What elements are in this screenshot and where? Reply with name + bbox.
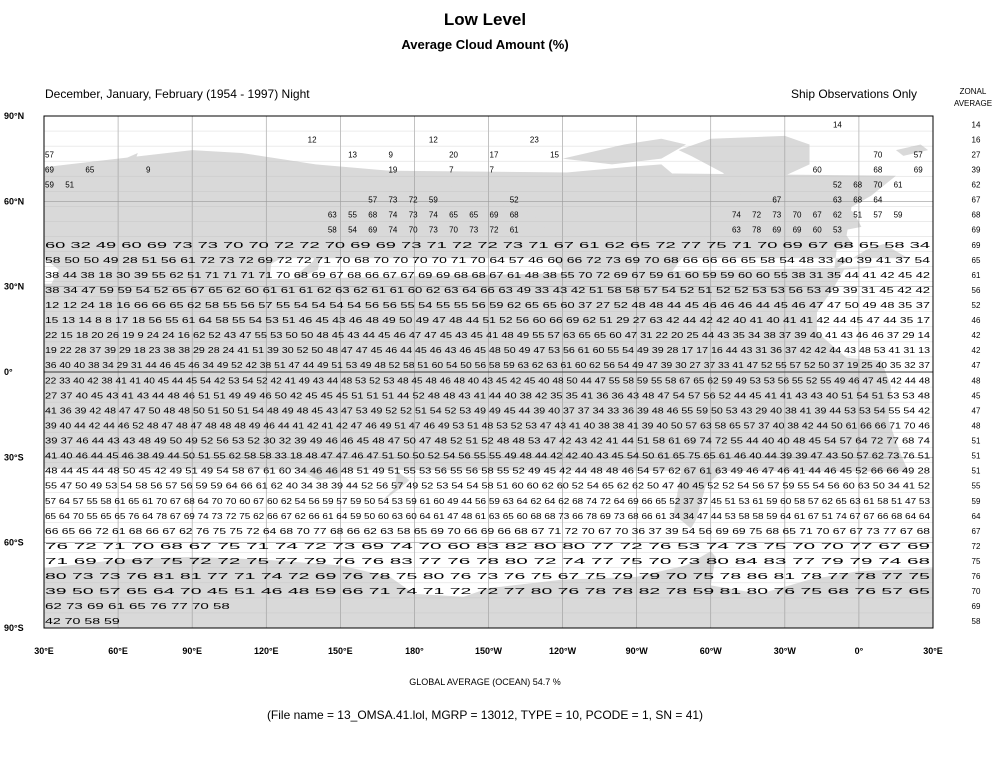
cell-value: 17: [489, 150, 499, 160]
zonal-average-value: 69: [971, 225, 981, 235]
cell-value: 69: [792, 225, 802, 235]
cell-value: 13: [348, 150, 357, 160]
cell-value: 57: [45, 150, 54, 160]
cell-value: 59: [893, 210, 903, 220]
cell-value: 73: [388, 195, 398, 205]
zonal-average-value: 14: [971, 120, 981, 130]
cell-value: 63: [327, 210, 337, 220]
cell-value: 69: [368, 225, 378, 235]
lat-label: 60°N: [4, 196, 25, 207]
zonal-average-value: 59: [971, 496, 981, 506]
zonal-average-value: 72: [971, 541, 981, 551]
cell-row-values: 38 34 47 59 59 54 52 65 67 65 62 60 61 61 61 62 63 62 61 61 60 62 63 64 66 63 49 33 43 42 51 58 58 57 54 52 51 52 52 53 53 56 53 49 39 31 45 42 42: [45, 285, 931, 295]
zonal-average-value: 42: [971, 331, 981, 341]
cell-value: 65: [469, 210, 479, 220]
cell-value: 69: [772, 225, 782, 235]
cell-value: 61: [509, 225, 519, 235]
cell-value: 73: [772, 210, 782, 220]
zonal-average-value: 62: [971, 180, 981, 190]
cell-value: 57: [873, 210, 883, 220]
zonal-average-value: 58: [971, 617, 981, 627]
zonal-average-value: 68: [971, 210, 981, 220]
lon-label: 150°E: [328, 646, 353, 656]
cell-value: 9: [388, 150, 393, 160]
lon-label: 90°W: [625, 646, 648, 656]
zonal-average-value: 65: [971, 255, 981, 265]
lon-label: 90°E: [182, 646, 202, 656]
zonal-average-value: 27: [971, 150, 981, 160]
cell-value: 68: [853, 195, 863, 205]
cell-value: 52: [832, 180, 842, 190]
cell-value: 63: [832, 195, 842, 205]
cell-value: 74: [731, 210, 741, 220]
zonal-average-value: 46: [971, 316, 981, 326]
cell-value: 65: [449, 210, 459, 220]
cell-value: 55: [348, 210, 357, 220]
cell-value: 53: [832, 225, 842, 235]
zonal-average-value: 70: [971, 587, 981, 597]
lon-label: 180°: [405, 646, 424, 656]
cell-value: 67: [772, 195, 782, 205]
cell-row-values: 71 69 70 67 75 72 72 75 77 79 76 76 83 77 76 78 80 72 74 77 75 70 73 80 84 83 77 79 79 74 68: [45, 557, 932, 566]
cell-value: 69: [45, 165, 54, 175]
cell-value: 60: [812, 225, 822, 235]
cell-row-values: 62 73 69 61 65 76 77 70 58: [45, 602, 231, 612]
cell-value: 7: [489, 165, 494, 175]
cell-row-values: 60 32 49 60 69 73 73 70 70 72 72 70 69 69 73 71 72 72 73 71 67 61 62 65 72 77 75 71 70 69 67 68 65 58 34: [45, 240, 932, 250]
lat-label: 60°S: [4, 537, 24, 548]
zonal-average-value: 48: [971, 421, 981, 431]
cell-value: 72: [408, 195, 418, 205]
cell-value: 70: [873, 150, 883, 160]
cell-value: 74: [388, 210, 398, 220]
zonal-average-value: 56: [971, 285, 981, 295]
cell-row-values: 39 40 44 42 44 46 52 48 47 48 47 48 48 48 49 46 44 41 42 41 42 47 46 49 51 47 46 49 53 51 48 53 52 53 47 43 41 40 38 38 41 39 40 50 57 63 58 65 57 37 40 38 42 44 50 61 66 66 71 70 46: [45, 421, 931, 431]
zonal-average-value: 64: [971, 511, 981, 521]
cell-value: 19: [388, 165, 398, 175]
zonal-average-value: 51: [971, 466, 981, 476]
cell-value: 51: [65, 180, 75, 190]
cell-row-values: 80 73 73 76 81 81 77 71 74 72 69 76 78 75 80 76 73 76 75 67 75 79 79 70 75 78 86 81 78 77 78 77 75: [45, 572, 932, 582]
cell-value: 72: [752, 210, 762, 220]
zonal-average-value: 67: [971, 195, 981, 205]
cell-row-values: 65 64 70 55 65 65 76 64 78 67 69 74 73 72 75 62 66 67 62 66 61 64 59 50 60 63 60 64 61 47 48 61 63 65 60 68 68 73 66 78 69 73 68 66 61 34 34 47 44 53 58 58 59 64 61 67 51 74 67 67 66 68 64 64: [45, 511, 931, 521]
cell-value: 9: [146, 165, 151, 175]
cell-value: 54: [348, 225, 357, 235]
cell-row-values: 41 40 46 44 45 46 38 49 44 50 51 55 62 58 58 33 18 48 47 47 46 47 51 50 50 52 54 56 55 55 49 48 44 42 42 40 43 45 54 50 61 65 75 65 61 46 40 44 39 39 47 43 50 57 62 73 76 51: [45, 451, 931, 461]
cell-value: 69: [489, 210, 499, 220]
cell-value: 68: [873, 165, 883, 175]
cell-row-values: 58 50 50 49 28 51 56 61 72 73 72 69 72 72 71 70 68 70 70 70 70 71 70 64 57 46 60 66 72 73 69 70 68 66 66 66 65 58 54 48 33 40 39 41 37 54: [45, 255, 931, 265]
lon-label: 30°E: [34, 646, 54, 656]
cell-row-values: 36 40 40 38 34 29 31 44 46 45 46 34 49 52 42 38 51 47 44 49 51 53 49 48 52 58 51 60 54 50 56 58 59 63 62 63 61 60 62 56 54 49 47 39 30 27 37 33 41 47 52 55 57 52 50 37 19 25 40 35 32 37: [45, 361, 931, 371]
cell-row-values: 27 37 40 45 43 41 43 44 48 46 51 51 49 49 46 50 42 45 45 45 51 51 51 44 52 48 48 43 41 44 40 38 42 35 35 41 36 36 43 48 47 54 57 56 52 44 45 41 41 43 43 40 51 54 51 53 53 48: [45, 391, 931, 401]
lon-label: 0°: [854, 646, 864, 656]
cell-value: 68: [853, 180, 863, 190]
cell-value: 70: [449, 225, 459, 235]
cell-value: 73: [408, 210, 418, 220]
cell-value: 62: [832, 210, 842, 220]
cell-value: 59: [45, 180, 54, 190]
global-average: GLOBAL AVERAGE (OCEAN) 54.7 %: [409, 677, 561, 687]
zonal-average-value: 47: [971, 406, 981, 416]
zonal-average-value: 42: [971, 346, 981, 356]
cell-row-values: 38 44 38 18 30 39 55 62 51 71 71 71 71 70 68 69 67 68 66 67 67 69 69 68 68 67 61 48 38 55 70 72 69 67 59 61 60 59 59 60 60 55 38 31 35 44 41 42 45 42: [45, 270, 931, 280]
cell-value: 73: [469, 225, 479, 235]
cell-row-values: 12 12 24 18 16 66 66 65 62 58 55 56 57 55 54 54 54 54 56 56 55 54 55 55 56 59 62 65 65 60 37 27 52 48 48 44 45 46 46 46 44 45 46 47 47 50 49 48 35 37: [45, 301, 931, 310]
zonal-average-value: 69: [971, 240, 981, 250]
cell-value: 67: [812, 210, 822, 220]
zonal-average-value: 16: [971, 135, 981, 145]
lat-label: 90°N: [4, 111, 25, 121]
cell-value: 7: [449, 165, 454, 175]
land-arctic-islands: [563, 139, 686, 165]
cell-value: 12: [307, 135, 317, 145]
cell-value: 12: [428, 135, 438, 145]
zonal-average-value: 51: [971, 436, 981, 446]
cell-value: 52: [509, 195, 519, 205]
cell-row-values: 66 65 66 72 61 68 66 67 62 76 75 75 72 64 68 70 77 68 66 62 63 58 65 69 70 66 69 66 68 67 71 72 70 67 70 36 37 39 54 56 69 69 75 68 65 71 70 67 67 73 77 67 68: [45, 526, 931, 536]
cell-row-values: 41 36 39 42 48 47 47 50 48 48 50 51 50 51 54 48 49 48 45 43 47 53 49 52 52 51 54 52 53 49 49 45 44 39 40 37 37 34 33 36 39 48 46 55 59 50 53 43 29 40 38 41 39 44 53 53 54 55 54 42: [45, 406, 931, 416]
lon-label: 60°W: [699, 646, 722, 656]
zonal-average-value: 48: [971, 376, 981, 386]
lon-label: 30°W: [773, 646, 796, 656]
cell-row-values: 22 33 40 42 38 41 41 40 45 44 45 54 42 53 54 52 42 41 49 43 44 48 53 52 53 48 45 48 46 48 40 43 45 42 45 40 48 50 44 47 55 58 59 55 58 67 65 62 59 49 53 53 56 55 52 55 49 46 47 45 42 44 48: [45, 376, 931, 386]
cell-value: 65: [85, 165, 95, 175]
cell-value: 14: [832, 120, 842, 130]
cell-value: 68: [509, 210, 519, 220]
cell-value: 20: [449, 150, 459, 160]
lat-label: 0°: [4, 367, 13, 377]
lon-label: 150°W: [474, 646, 503, 656]
lat-label: 30°S: [4, 452, 24, 463]
cell-value: 70: [792, 210, 802, 220]
zonal-average-value: 61: [971, 270, 981, 280]
cell-value: 69: [913, 165, 923, 175]
cell-value: 23: [529, 135, 539, 145]
zonal-average-value: 51: [971, 451, 981, 461]
lat-label: 30°N: [4, 281, 25, 292]
cell-row-values: 76 72 71 70 68 67 75 71 74 72 73 69 74 70 60 83 82 80 80 77 72 76 53 74 73 75 70 70 77 67 69: [45, 541, 932, 551]
lon-label: 60°E: [108, 646, 128, 656]
cell-value: 59: [428, 195, 438, 205]
zonal-average-value: 47: [971, 361, 981, 371]
zonal-average-value: 75: [971, 557, 981, 566]
chart-title: Low Level: [443, 10, 527, 29]
zonal-average-value: 69: [971, 602, 981, 612]
cell-value: 63: [731, 225, 741, 235]
cell-value: 74: [388, 225, 398, 235]
lon-label: 30°E: [923, 646, 943, 656]
cell-value: 57: [368, 195, 378, 205]
cell-row-values: 19 22 28 37 39 29 18 23 38 38 29 28 24 41 51 39 30 52 50 48 47 47 45 46 44 45 46 43 46 45 48 50 49 47 53 56 61 60 55 54 49 39 28 17 17 16 44 43 31 36 37 42 42 44 43 48 53 41 31 13: [45, 346, 931, 356]
lon-label: 120°E: [253, 646, 279, 656]
season-label: December, January, February (1954 - 1997) Night: [45, 87, 310, 101]
cell-row-values: 42 70 58 59: [45, 617, 121, 627]
source-note: Ship Observations Only: [791, 87, 918, 101]
cell-value: 60: [812, 165, 822, 175]
cell-value: 73: [428, 225, 438, 235]
cell-value: 58: [327, 225, 337, 235]
cell-value: 61: [893, 180, 903, 190]
cell-value: 15: [550, 150, 560, 160]
cell-value: 57: [913, 150, 923, 160]
cell-value: 72: [489, 225, 499, 235]
cell-row-values: 39 37 46 44 43 43 48 49 50 49 52 56 53 52 30 32 39 49 46 46 45 48 47 50 47 48 52 51 52 48 48 53 47 42 43 42 41 44 51 58 61 69 74 72 55 44 40 40 48 45 54 57 64 72 77 68 74: [45, 436, 931, 446]
cell-row-values: 48 44 45 44 48 50 45 42 49 51 49 54 58 67 61 60 34 46 46 48 51 49 51 55 53 56 55 56 58 55 52 49 45 42 44 48 48 46 54 57 62 67 61 63 49 46 47 46 41 44 46 45 52 66 66 49 28: [45, 466, 931, 476]
cell-value: 78: [752, 225, 762, 235]
cell-row-values: 57 64 57 55 58 61 65 61 70 67 68 64 70 70 60 67 60 62 54 56 59 57 59 50 54 53 59 61 60 49 44 56 59 63 64 62 64 62 68 74 72 64 69 66 65 52 37 37 45 51 53 61 59 60 58 57 62 65 63 61 58 51 47 53: [45, 496, 931, 506]
zonal-average-value: 67: [971, 526, 981, 536]
zonal-heading-line2: AVERAGE: [953, 99, 993, 108]
chart-subtitle: Average Cloud Amount (%): [401, 37, 569, 52]
lon-label: 120°W: [549, 646, 577, 656]
cell-value: 51: [853, 210, 863, 220]
zonal-average-value: 55: [971, 481, 981, 491]
cell-value: 64: [873, 195, 883, 205]
cell-row-values: 55 47 50 49 53 54 58 56 57 56 59 59 64 66 61 62 40 34 38 39 44 52 56 57 49 52 53 54 54 58 51 60 60 62 60 52 54 65 62 62 50 47 40 45 52 52 54 56 57 59 55 54 56 60 63 50 34 41 52: [45, 481, 931, 491]
zonal-heading-line1: ZONAL: [959, 87, 987, 96]
cell-value: 70: [408, 225, 418, 235]
cell-value: 70: [873, 180, 883, 190]
zonal-average-value: 52: [971, 301, 981, 310]
cell-row-values: 39 50 57 65 64 70 45 51 46 48 59 66 71 74 71 72 72 77 80 76 78 78 82 78 59 81 80 76 75 68 76 57 65: [45, 587, 932, 597]
zonal-averages: [972, 120, 981, 626]
cell-value: 74: [428, 210, 438, 220]
lat-label: 90°S: [4, 623, 24, 633]
cell-value: 68: [368, 210, 378, 220]
file-info: (File name = 13_OMSA.41.lol, MGRP = 13012, TYPE = 10, PCODE = 1, SN = 41): [266, 708, 704, 722]
cell-row-values: 22 15 18 20 26 19 9 24 24 16 62 52 43 47 55 53 50 50 48 45 43 44 45 46 47 47 45 43 45 41 48 49 55 57 63 65 65 60 47 31 22 20 25 44 43 35 34 38 37 39 40 41 43 46 46 37 29 14: [45, 331, 931, 341]
zonal-average-value: 39: [971, 165, 981, 175]
zonal-average-value: 76: [971, 572, 981, 582]
cell-row-values: 15 13 14 8 8 17 18 56 55 61 64 58 55 54 53 51 46 45 43 46 48 49 50 49 47 48 44 51 52 56 60 66 69 62 51 29 27 63 42 44 42 42 40 41 40 41 41 42 44 45 47 44 35 17: [45, 316, 931, 326]
zonal-average-value: 45: [971, 391, 981, 401]
